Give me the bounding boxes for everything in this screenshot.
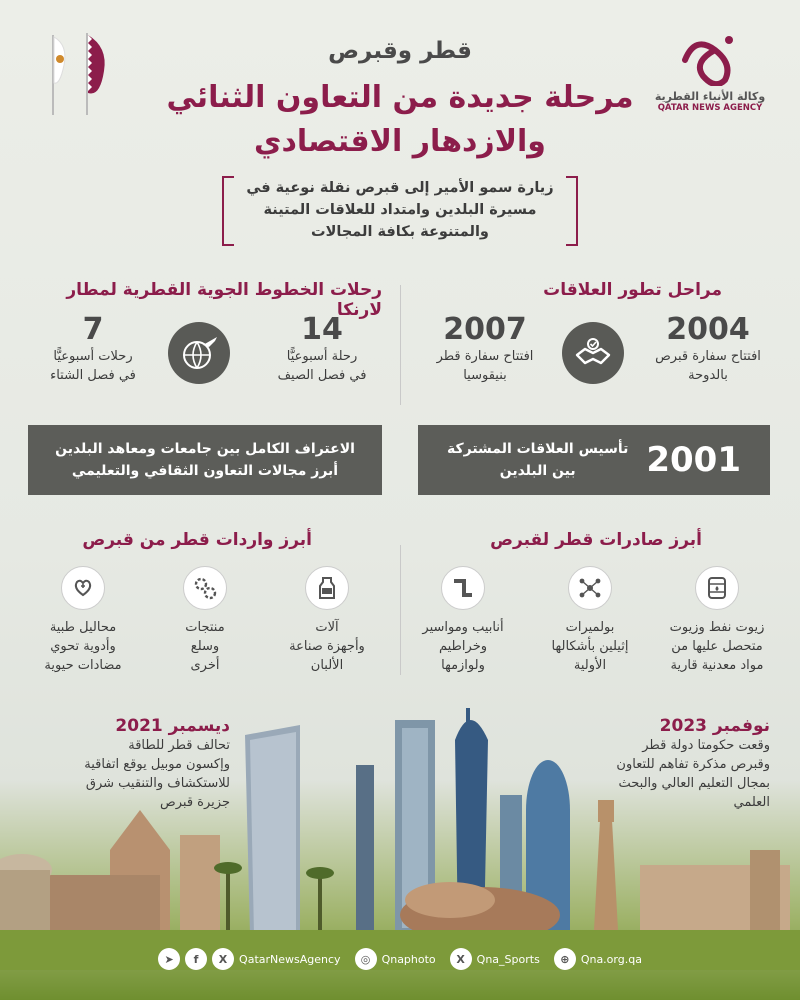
export-item — [662, 566, 772, 675]
export-item — [535, 566, 645, 675]
import-text: مضادات حيوية — [44, 658, 122, 673]
milestone-2007 — [420, 312, 550, 385]
founded-text — [447, 438, 628, 482]
flights-count: 7 — [82, 312, 104, 347]
education-line: أبرز مجالات التعاون الثقافي والتعليمي — [71, 463, 339, 479]
milestone-2004 — [648, 312, 768, 385]
social-group-sports[interactable] — [450, 948, 540, 970]
social-group-main[interactable] — [158, 948, 341, 970]
exports-heading: أبرز صادرات قطر لقبرص — [490, 530, 702, 550]
title-line-2: والازدهار الاقتصادي — [254, 124, 546, 159]
section-divider — [400, 545, 401, 675]
social-group-instagram[interactable] — [355, 948, 436, 970]
export-text: متحصل عليها من — [671, 639, 763, 654]
import-text: وأدوية تحوي — [50, 639, 116, 654]
milestone-text: بنيقوسيا — [463, 368, 507, 383]
education-bar — [28, 425, 382, 495]
education-line: الاعتراف الكامل بين جامعات ومعاهد البلدين — [55, 441, 355, 457]
website-link[interactable]: Qna.org.qa — [580, 952, 642, 966]
intro-line: زيارة سمو الأمير إلى قبرص نقلة نوعية في — [246, 180, 554, 196]
plane-globe-icon — [168, 322, 230, 384]
milestone-text: بالدوحة — [688, 368, 728, 383]
event-text: تحالف قطر للطاقة — [128, 738, 230, 753]
export-text: زيوت نفط وزيوت — [669, 620, 765, 635]
export-text: ولوازمها — [441, 658, 485, 673]
founded-year: 2001 — [646, 440, 741, 480]
event-date: نوفمبر 2023 — [659, 716, 770, 736]
event-text: وإكسون موبيل يوقع اتفاقية — [84, 757, 230, 772]
event-dec-2021 — [30, 716, 230, 812]
event-text: جزيرة قبرص — [160, 795, 230, 810]
export-text: بولميرات — [565, 620, 615, 635]
event-date: ديسمبر 2021 — [115, 716, 230, 736]
imports-heading: أبرز واردات قطر من قبرص — [82, 530, 312, 550]
flights-text: رحلة أسبوعيًّا — [286, 349, 358, 364]
intro-line: والمتنوعة بكافة المجالات — [311, 224, 489, 240]
social-group-site[interactable] — [554, 948, 642, 970]
relations-heading: مراحل تطور العلاقات — [543, 280, 722, 300]
event-text: بمجال التعليم العالي والبحث — [618, 776, 770, 791]
intro-line: مسيرة البلدين وامتداد للعلاقات المتينة — [263, 202, 537, 218]
import-item — [150, 566, 260, 675]
logo-arabic: وكالة الأنباء القطرية — [654, 90, 766, 103]
event-text: وقبرص مذكرة تفاهم للتعاون — [616, 757, 770, 772]
social-handle[interactable]: Qna_Sports — [476, 952, 540, 966]
milestone-text: افتتاح سفارة قطر — [436, 349, 534, 364]
flights-winter — [28, 312, 158, 385]
flights-summer — [262, 312, 382, 385]
flights-heading: رحلات الخطوط الجوية القطرية لمطار لارنكا — [66, 280, 382, 320]
export-text: مواد معدنية قارية — [670, 658, 764, 673]
x-icon[interactable]: X — [450, 948, 472, 970]
import-text: وأجهزة صناعة — [289, 639, 365, 654]
medical-hands-icon — [61, 566, 105, 610]
import-text: محاليل طبية — [49, 620, 117, 635]
x-icon[interactable]: X — [212, 948, 234, 970]
instagram-icon[interactable]: ◎ — [355, 948, 377, 970]
import-text: منتجات — [185, 620, 225, 635]
event-text: العلمي — [733, 795, 770, 810]
globe-icon[interactable]: ⊕ — [554, 948, 576, 970]
event-text: وقعت حكومتا دولة قطر — [642, 738, 770, 753]
export-item — [408, 566, 518, 675]
pipes-icon — [441, 566, 485, 610]
social-handle[interactable]: Qnaphoto — [381, 952, 436, 966]
gears-icon — [183, 566, 227, 610]
export-text: الأولية — [573, 658, 607, 673]
event-nov-2023 — [550, 716, 770, 812]
relations-founded-bar — [418, 425, 770, 495]
social-handle[interactable]: QatarNewsAgency — [239, 952, 341, 966]
page-subtitle: قطر وقبرص — [328, 38, 472, 64]
milestone-text: افتتاح سفارة قبرص — [655, 349, 761, 364]
section-divider — [400, 285, 401, 405]
import-text: آلات — [315, 620, 339, 635]
oil-barrel-icon — [695, 566, 739, 610]
flights-count: 14 — [301, 312, 343, 347]
export-text: أنابيب ومواسير — [422, 620, 504, 635]
telegram-icon[interactable]: ➤ — [158, 948, 180, 970]
handshake-icon — [562, 322, 624, 384]
export-text: وخراطيم — [438, 639, 488, 654]
import-item — [28, 566, 138, 675]
founded-line: بين البلدين — [499, 463, 576, 479]
milestone-year: 2007 — [443, 312, 527, 347]
social-footer — [0, 946, 800, 972]
import-text: الألبان — [310, 658, 344, 673]
flights-text: في فصل الصيف — [277, 368, 367, 383]
flights-text: رحلات أسبوعيًّا — [53, 349, 133, 364]
title-line-1: مرحلة جديدة من التعاون الثنائي — [166, 80, 634, 115]
milestone-year: 2004 — [666, 312, 750, 347]
molecule-icon — [568, 566, 612, 610]
page-title — [150, 76, 650, 164]
logo-english: QATAR NEWS AGENCY — [657, 103, 763, 113]
intro-text — [222, 176, 578, 246]
import-text: أخرى — [190, 658, 220, 673]
import-text: وسلع — [190, 639, 220, 654]
founded-line: تأسيس العلاقات المشتركة — [447, 441, 629, 457]
milk-bottle-icon — [305, 566, 349, 610]
event-text: للاستكشاف والتنقيب شرق — [85, 776, 230, 791]
export-text: إثيلين بأشكالها — [551, 639, 629, 654]
import-item — [272, 566, 382, 675]
facebook-icon[interactable]: f — [185, 948, 207, 970]
flights-text: في فصل الشتاء — [50, 368, 136, 383]
